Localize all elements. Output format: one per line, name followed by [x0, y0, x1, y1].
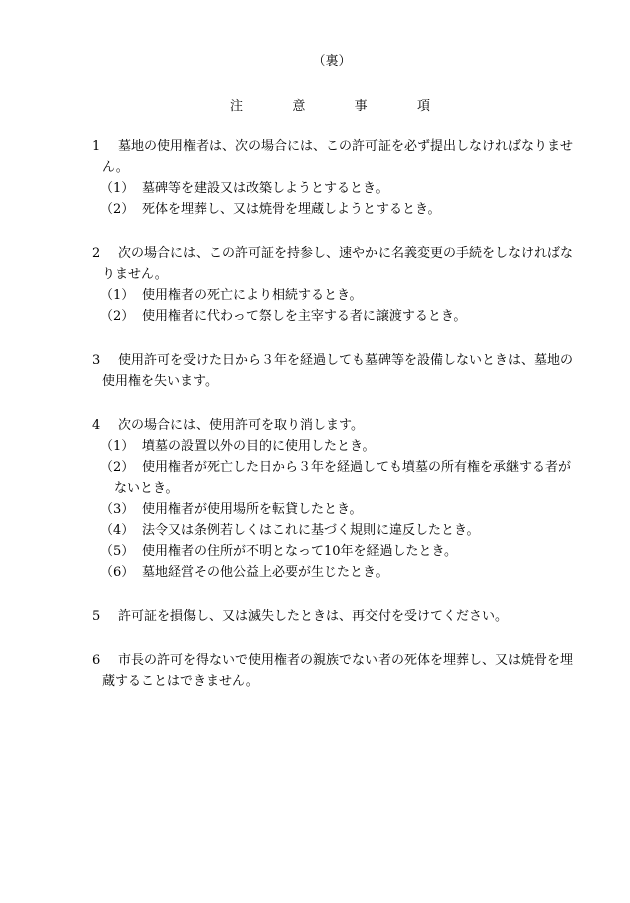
- sub-item: [92, 562, 592, 583]
- sub-item-text: 使用権者に代わって祭しを主宰する者に譲渡するとき。: [142, 309, 467, 324]
- notice-item-4: [92, 415, 592, 583]
- sub-item-number: （4）: [100, 523, 135, 538]
- item-text: 次の場合には、この許可証を持参し、速やかに名義変更の手続をしなければな: [118, 246, 574, 261]
- sub-item-number: （1）: [100, 439, 135, 454]
- item-text-continued: ん。: [102, 160, 129, 175]
- item-text-continued: 使用権を失います。: [102, 374, 218, 389]
- sub-item-number: （2）: [100, 202, 135, 217]
- item-number: 3: [92, 353, 101, 368]
- notice-item-6: [92, 650, 592, 692]
- sub-item: [92, 457, 592, 478]
- sub-item: [92, 306, 592, 327]
- sub-item-text: 使用権者が死亡した日から３年を経過しても墳墓の所有権を承継する者が: [142, 460, 572, 475]
- item-number: 5: [92, 609, 101, 624]
- item-text: 許可証を損傷し、又は滅失したときは、再交付を受けてください。: [118, 609, 509, 624]
- sub-item: [92, 199, 592, 220]
- sub-item: [92, 285, 592, 306]
- title-char: 事: [354, 99, 368, 114]
- sub-item-text: 死体を埋葬し、又は焼骨を埋蔵しようとするとき。: [142, 202, 441, 217]
- item-number: 1: [92, 139, 101, 154]
- item-number: 4: [92, 418, 101, 433]
- notice-item-5: [92, 606, 592, 627]
- sub-item: [92, 520, 592, 541]
- sub-item: [92, 541, 592, 562]
- back-side-label: （裏）: [312, 54, 352, 69]
- sub-item: [92, 178, 592, 199]
- sub-item: [92, 436, 592, 457]
- sub-item: [92, 499, 592, 520]
- sub-item-number: （6）: [100, 565, 135, 580]
- sub-item-number: （1）: [100, 288, 135, 303]
- page-title: [230, 95, 430, 114]
- sub-item-text: 墓地経営その他公益上必要が生じたとき。: [142, 565, 389, 580]
- sub-item-text-continued: ないとき。: [114, 481, 179, 496]
- sub-item-text: 法令又は条例若しくはこれに基づく規則に違反したとき。: [142, 523, 480, 538]
- notice-item-2: [92, 243, 592, 327]
- item-text: 市長の許可を得ないで使用権者の親族でない者の死体を埋葬し、又は焼骨を埋: [118, 653, 574, 668]
- sub-item-number: （1）: [100, 181, 135, 196]
- sub-item-text: 墳墓の設置以外の目的に使用したとき。: [142, 439, 376, 454]
- notice-item-1: [92, 136, 592, 220]
- sub-item-number: （5）: [100, 544, 135, 559]
- item-text: 使用許可を受けた日から３年を経過しても墓碑等を設備しないときは、墓地の: [118, 353, 574, 368]
- item-text: 墓地の使用権者は、次の場合には、この許可証を必ず提出しなければなりませ: [118, 139, 574, 154]
- sub-item-number: （3）: [100, 502, 135, 517]
- sub-item-number: （2）: [100, 460, 135, 475]
- sub-item-text: 使用権者の死亡により相続するとき。: [142, 288, 363, 303]
- sub-item-text: 使用権者が使用場所を転貸したとき。: [142, 502, 363, 517]
- sub-item-text: 使用権者の住所が不明となって10年を経過したとき。: [142, 544, 458, 559]
- item-number: 6: [92, 653, 101, 668]
- item-text: 次の場合には、使用許可を取り消します。: [118, 418, 364, 433]
- item-text-continued: 蔵することはできません。: [102, 674, 259, 689]
- title-char: 意: [292, 99, 306, 114]
- notice-list: [92, 136, 592, 715]
- notice-item-3: [92, 350, 592, 392]
- sub-item-text: 墓碑等を建設又は改築しようとするとき。: [142, 181, 389, 196]
- item-text-continued: りません。: [102, 267, 168, 282]
- title-char: 項: [416, 99, 430, 114]
- title-char: 注: [230, 99, 244, 114]
- sub-item-number: （2）: [100, 309, 135, 324]
- item-number: 2: [92, 246, 101, 261]
